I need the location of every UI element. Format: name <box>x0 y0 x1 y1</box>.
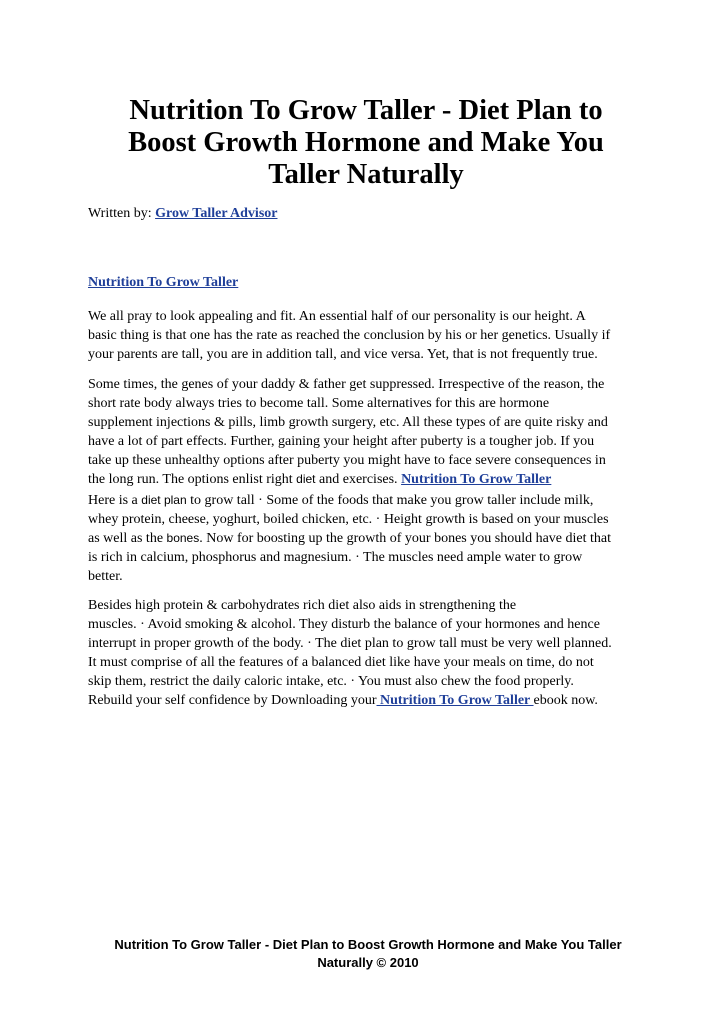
paragraph-2 <box>88 375 608 489</box>
text-line: better. <box>88 569 123 584</box>
text-line <box>88 491 611 510</box>
footer-line: Naturally © 2010 <box>317 955 419 970</box>
text-segment: Here is a <box>88 493 142 508</box>
text-line: skip them, restrict the daily caloric intake, etc. · You must also chew the food properly. <box>88 674 574 689</box>
byline-label: Written by: <box>88 206 152 221</box>
text-line: your parents are tall, you are in addition tall, and vice versa. Yet, that is not frequently true. <box>88 347 598 362</box>
inline-keyword: diet plan <box>141 493 187 507</box>
text-segment: ebook now. <box>533 693 598 708</box>
text-line: whey protein, cheese, yoghurt, boiled chicken, etc. · Height growth is based on your muscles <box>88 512 609 527</box>
inline-keyword: diet <box>296 472 316 486</box>
text-line: Besides high protein & carbohydrates rich diet also aids in strengthening the <box>88 598 517 613</box>
text-segment: the long run. The options enlist right <box>88 472 297 487</box>
author-link[interactable]: Grow Taller Advisor <box>155 206 278 221</box>
text-line: We all pray to look appealing and fit. An essential half of our personality is our height. A <box>88 309 586 324</box>
paragraph-3 <box>88 491 611 586</box>
footer-line: Nutrition To Grow Taller - Diet Plan to Boost Growth Hormone and Make You Taller <box>114 937 622 952</box>
text-line: short rate body always tries to become tall. Some alternatives for this are hormone <box>88 396 550 411</box>
byline <box>88 205 277 223</box>
text-line: interrupt in proper growth of the body. · The diet plan to grow tall must be very well planned. <box>88 636 612 651</box>
inline-link[interactable]: Nutrition To Grow Taller <box>401 472 552 487</box>
text-segment: . Now for boosting up the growth of your bones you should have diet that <box>199 531 612 546</box>
text-line: take up these unhealthy options after puberty you might have to face severe consequences in <box>88 453 606 468</box>
text-line: supplement injections & pills, limb growth surgery, etc. All these types of are quite risky and <box>88 415 608 430</box>
ebook-download-link[interactable]: Nutrition To Grow Taller <box>376 693 534 708</box>
text-line: It must comprise of all the features of a balanced diet like have your meals on time, do not <box>88 655 594 670</box>
page-title: Nutrition To Grow Taller - Diet Plan to Boost Growth Hormone and Make You Taller Naturally <box>128 95 604 190</box>
text-line: Some times, the genes of your daddy & father get suppressed. Irrespective of the reason, the <box>88 377 605 392</box>
text-line: basic thing is that one has the rate as reached the conclusion by his or her genetics. Usually if <box>88 328 611 343</box>
subheading <box>88 274 238 292</box>
subheading-link[interactable]: Nutrition To Grow Taller <box>88 275 239 290</box>
inline-keyword: bones <box>166 531 200 545</box>
text-segment: to grow tall · Some of the foods that make you grow taller include milk, <box>186 493 594 508</box>
text-segment: Rebuild your self confidence by Downloading your <box>88 693 377 708</box>
text-line: is rich in calcium, phosphorus and magnesium. · The muscles need ample water to grow <box>88 550 583 565</box>
text-segment: as well as the <box>88 531 167 546</box>
paragraph-1 <box>88 307 610 364</box>
text-line: have a lot of part effects. Further, gaining your height after puberty is a tougher job. If you <box>88 434 595 449</box>
text-line <box>88 470 608 489</box>
text-line <box>88 529 611 548</box>
text-line <box>88 691 612 710</box>
text-segment: and exercises. <box>315 472 402 487</box>
text-line: muscles. · Avoid smoking & alcohol. They disturb the balance of your hormones and hence <box>88 617 600 632</box>
page-footer <box>90 936 646 972</box>
paragraph-4 <box>88 596 612 710</box>
